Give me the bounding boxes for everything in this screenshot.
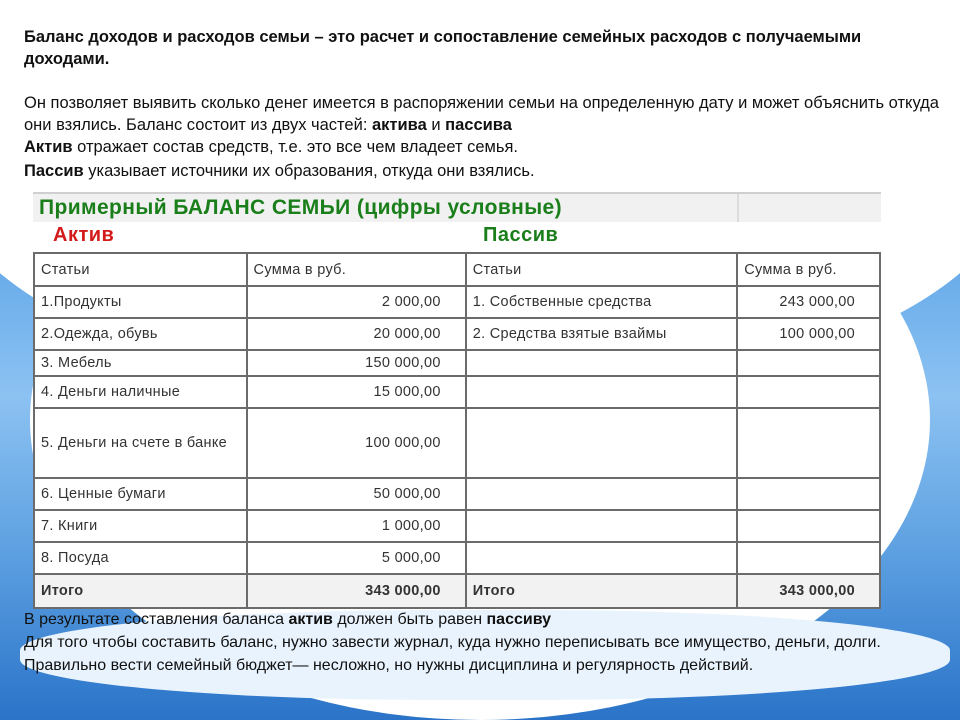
table-row [34, 510, 880, 542]
term-aktiv-bold: актив [288, 611, 333, 628]
total-row [34, 574, 880, 608]
table-cell: 2.Одежда, обувь [34, 318, 247, 350]
column-header: Статьи [34, 253, 247, 286]
conclusion-part: В результате составления баланса [24, 611, 289, 628]
passiv-definition: указывает источники их образования, откуда они взялись. [83, 162, 535, 180]
table-cell: 1.Продукты [34, 286, 247, 318]
conclusion-text [24, 608, 944, 677]
column-header: Сумма в руб. [737, 253, 880, 286]
table-cell: 2 000,00 [247, 286, 466, 318]
table-row [34, 478, 880, 510]
table-cell: 4. Деньги наличные [34, 376, 247, 408]
total-value: 343 000,00 [247, 574, 466, 608]
passiv-label: Пассив [483, 224, 559, 246]
table-cell: 8. Посуда [34, 542, 247, 574]
term-aktiva: актива [372, 116, 427, 134]
aktiv-label: Актив [53, 224, 115, 246]
table-cell: 150 000,00 [247, 350, 466, 376]
table-cell [466, 350, 738, 376]
total-label: Итого [34, 574, 247, 608]
table-cell: 6. Ценные бумаги [34, 478, 247, 510]
intro-text [24, 92, 939, 182]
table-cell [737, 376, 880, 408]
conclusion-paragraph: Для того чтобы составить баланс, нужно завести журнал, куда нужно переписывать все имущество, деньги, долги. Правильно вести семейный бюджет— несложно, но нужны дисциплина и регулярность действий. [24, 634, 881, 674]
term-passiva: пассива [445, 116, 512, 134]
table-cell: 7. Книги [34, 510, 247, 542]
table-cell: 1. Собственные средства [466, 286, 738, 318]
conclusion-part: должен быть равен [332, 611, 487, 628]
table-row [34, 350, 880, 376]
table-row [34, 318, 880, 350]
table-row [34, 286, 880, 318]
intro-and: и [426, 116, 446, 134]
intro-line: Он позволяет выявить сколько денег имеется в распоряжении семьи на определенную дату и может объяснить откуда они взялись. Баланс состоит из двух частей: [24, 94, 939, 134]
table-cell: 100 000,00 [247, 408, 466, 478]
table-title: Примерный БАЛАНС СЕМЬИ (цифры условные) [39, 196, 563, 219]
term-passiv: Пассив [24, 162, 84, 180]
table-cell: 5. Деньги на счете в банке [34, 408, 247, 478]
table-cell [737, 542, 880, 574]
table-title-bar [33, 192, 881, 224]
table-cell [466, 376, 738, 408]
table-cell [737, 510, 880, 542]
table-cell: 2. Средства взятые взаймы [466, 318, 738, 350]
table-cell [737, 408, 880, 478]
table-cell: 20 000,00 [247, 318, 466, 350]
total-label: Итого [466, 574, 738, 608]
table-cell [466, 542, 738, 574]
balance-grid [33, 252, 881, 609]
table-cell: 1 000,00 [247, 510, 466, 542]
balance-table [33, 192, 881, 602]
table-cell: 3. Мебель [34, 350, 247, 376]
divider [737, 194, 739, 224]
table-cell [466, 478, 738, 510]
table-cell [737, 478, 880, 510]
table-row [34, 408, 880, 478]
table-cell: 50 000,00 [247, 478, 466, 510]
table-sides-header [33, 222, 881, 252]
column-header: Статьи [466, 253, 738, 286]
term-aktiv: Актив [24, 138, 73, 156]
total-value: 343 000,00 [737, 574, 880, 608]
table-row [34, 376, 880, 408]
table-cell [737, 350, 880, 376]
table-cell [466, 408, 738, 478]
aktiv-definition: отражает состав средств, т.е. это все чем владеет семья. [72, 138, 518, 156]
table-cell: 100 000,00 [737, 318, 880, 350]
table-cell [466, 510, 738, 542]
table-cell: 15 000,00 [247, 376, 466, 408]
table-cell: 243 000,00 [737, 286, 880, 318]
slide-heading: Баланс доходов и расходов семьи – это расчет и сопоставление семейных расходов с получаемыми доходами. [24, 28, 862, 68]
table-cell: 5 000,00 [247, 542, 466, 574]
term-passiv-bold: пассиву [486, 611, 552, 628]
column-header: Сумма в руб. [247, 253, 466, 286]
column-header-row [34, 253, 880, 286]
table-row [34, 542, 880, 574]
